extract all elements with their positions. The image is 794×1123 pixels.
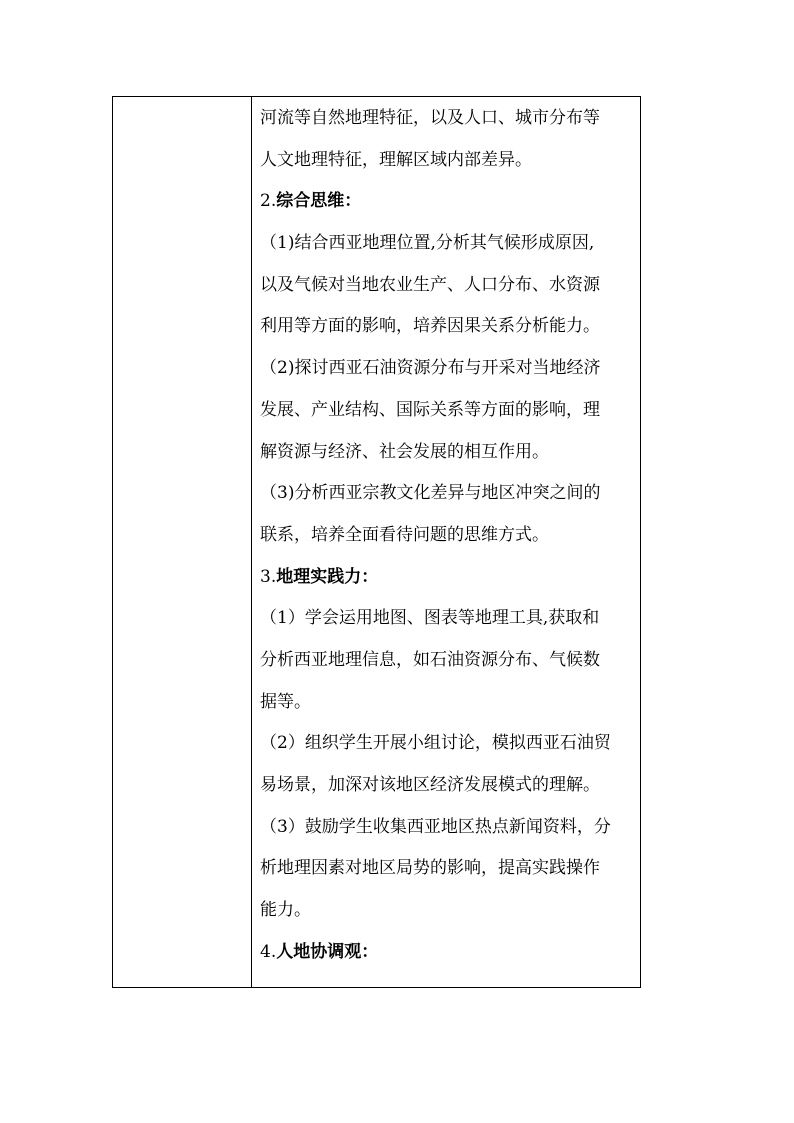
section-number: 3. <box>260 566 277 587</box>
table-left-cell <box>113 97 252 987</box>
text-line <box>260 482 638 505</box>
text-line <box>260 107 638 130</box>
line-text: （2)探讨西亚石油资源分布与开采对当地经济 <box>260 358 601 379</box>
line-text: 人文地理特征，理解区域内部差异。 <box>260 149 532 170</box>
line-text: 河流等自然地理特征，以及人口、城市分布等 <box>260 108 600 128</box>
text-line <box>260 315 638 338</box>
text-line <box>260 274 638 297</box>
text-line <box>260 357 638 380</box>
text-line <box>260 816 638 839</box>
section-number: 4. <box>260 941 277 962</box>
line-text: 析地理因素对地区局势的影响，提高实践操作 <box>260 858 600 879</box>
line-text: 联系，培养全面看待问题的思维方式。 <box>260 524 549 545</box>
section-heading <box>260 941 638 964</box>
section-heading-text: 地理实践力： <box>276 566 379 587</box>
text-line <box>260 524 638 547</box>
line-text: 以及气候对当地农业生产、人口分布、水资源 <box>260 274 600 295</box>
section-heading <box>260 190 638 213</box>
line-text: （2）组织学生开展小组讨论，模拟西亚石油贸 <box>260 733 611 754</box>
line-text: 解资源与经济、社会发展的相互作用。 <box>260 441 549 462</box>
line-text: 发展、产业结构、国际关系等方面的影响，理 <box>260 399 600 420</box>
line-text: （3）鼓励学生收集西亚地区热点新闻资料，分 <box>260 816 611 837</box>
line-text: （3)分析西亚宗教文化差异与地区冲突之间的 <box>260 483 601 504</box>
section-heading-text: 人地协调观： <box>276 941 379 962</box>
line-text: 易场景，加深对该地区经济发展模式的理解。 <box>260 775 600 795</box>
line-text: （1）学会运用地图、图表等地理工具,获取和 <box>260 608 600 629</box>
line-text: 能力。 <box>260 900 311 921</box>
line-text: 利用等方面的影响，培养因果关系分析能力。 <box>260 316 600 337</box>
table-content-cell <box>260 107 638 964</box>
line-text: 据等。 <box>260 691 311 712</box>
line-text: （1)结合西亚地理位置,分析其气候形成原因, <box>260 233 595 254</box>
text-line <box>260 899 638 922</box>
table-frame <box>112 96 641 988</box>
text-line <box>260 857 638 880</box>
section-heading-text: 综合思维： <box>276 191 362 212</box>
text-line <box>260 399 638 422</box>
text-line <box>260 149 638 172</box>
section-number: 2. <box>260 191 277 212</box>
line-text: 分析西亚地理信息，如石油资源分布、气候数 <box>260 649 600 670</box>
text-line <box>260 649 638 672</box>
text-line <box>260 732 638 755</box>
text-line <box>260 691 638 714</box>
section-heading <box>260 566 638 589</box>
text-line <box>260 441 638 464</box>
text-line <box>260 232 638 255</box>
text-line <box>260 607 638 630</box>
text-line <box>260 774 638 797</box>
